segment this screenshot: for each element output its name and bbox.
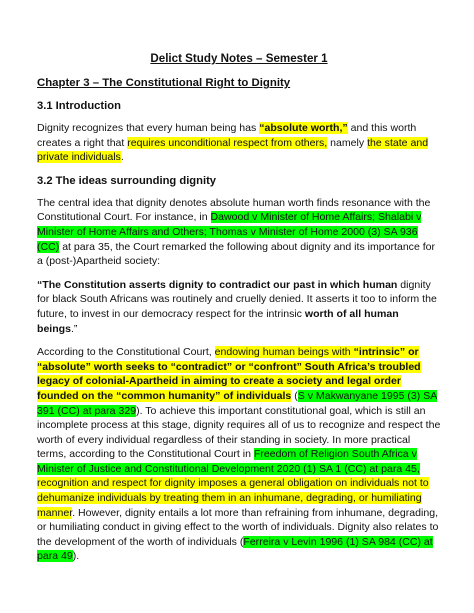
text-run: . [120, 151, 124, 164]
case-citation-highlight: S v Makwanyane 1995 (3) SA 391 (CC) at para 329 [37, 389, 438, 417]
section-heading-introduction: 3.1 Introduction [37, 100, 121, 112]
highlight-yellow: endowing human beings with [214, 346, 354, 359]
text-run: ). To achieve this important constitutional goal, which is still an incomplete process at this stage, dignity requires all of us to recognize and respect the worth of every individual regardless of their standing in society. In more practical terms, according to the Constitutional Court in [37, 404, 441, 461]
text-run: dignity for black South Africans was routinely and cruelly denied. It asserts it too to inform the future, to invest in our democracy respect for the intrinsic [37, 278, 437, 320]
text-run: According to the Constitutional Court, [37, 346, 215, 359]
text-run: ( [291, 389, 298, 402]
case-citation-highlight: Ferreira v Levin 1996 (1) SA 984 (CC) at para 49 [37, 535, 433, 563]
text-run: namely [327, 136, 368, 149]
highlight-yellow: “absolute worth,” [259, 122, 348, 134]
paragraph-central-idea [37, 196, 441, 269]
text-run: The central idea that dignity denotes absolute human worth finds resonance with the Constitutional Court. For instance, in [37, 196, 431, 224]
quote-bold-run: “The Constitution asserts dignity to contradict our past in which human [37, 278, 398, 291]
text-run: . However, dignity entails a lot more than refraining from inhumane, degrading, or humiliating conduct in giving effect to the worth of individuals. Dignity also relates to the development of the worth of individuals ( [37, 506, 439, 548]
paragraph-constitutional-court [37, 345, 441, 564]
highlight-yellow: the state and private individuals [37, 136, 429, 164]
document-title: Delict Study Notes – Semester 1 [150, 52, 328, 65]
highlight-yellow: recognition and respect for dignity imposes a general obligation on individuals not to dehumanize individuals by treating them in an inhumane, degrading, or humiliating manner [37, 477, 429, 519]
text-run: at para 35, the Court remarked the following about dignity and its importance for a (post-)Apartheid society: [37, 240, 436, 268]
case-citation-highlight: Freedom of Religion South Africa v Minister of Justice and Constitutional Development 2020 (1) SA 1 (CC) at para 45, [37, 448, 420, 475]
chapter-heading: Chapter 3 – The Constitutional Right to Dignity [37, 77, 291, 89]
paragraph-introduction [37, 121, 441, 165]
case-citation-highlight: Dawood v Minister of Home Affairs; Shalabi v Minister of Home Affairs and Others; Thomas v Minister of Home 2000 (3) SA 936 (CC) [37, 211, 422, 253]
quote-paragraph [37, 278, 441, 336]
page-content [37, 52, 441, 573]
quote-bold-run: worth of all human beings [37, 307, 399, 335]
highlight-yellow: requires unconditional respect from others, [127, 136, 328, 149]
highlight-yellow-bold: “intrinsic” or “absolute” worth seeks to “contradict” or “confront” South Africa’s troubled legacy of colonial-Apartheid in aiming to create a society and legal order founded on the “common humanity” of individuals [37, 346, 421, 402]
text-run: Dignity recognizes that every human being has [37, 122, 260, 134]
text-run: and this worth creates a right that [37, 122, 417, 149]
section-heading-ideas: 3.2 The ideas surrounding dignity [37, 174, 217, 187]
text-run: .” [71, 322, 78, 335]
text-run: ). [72, 550, 80, 563]
